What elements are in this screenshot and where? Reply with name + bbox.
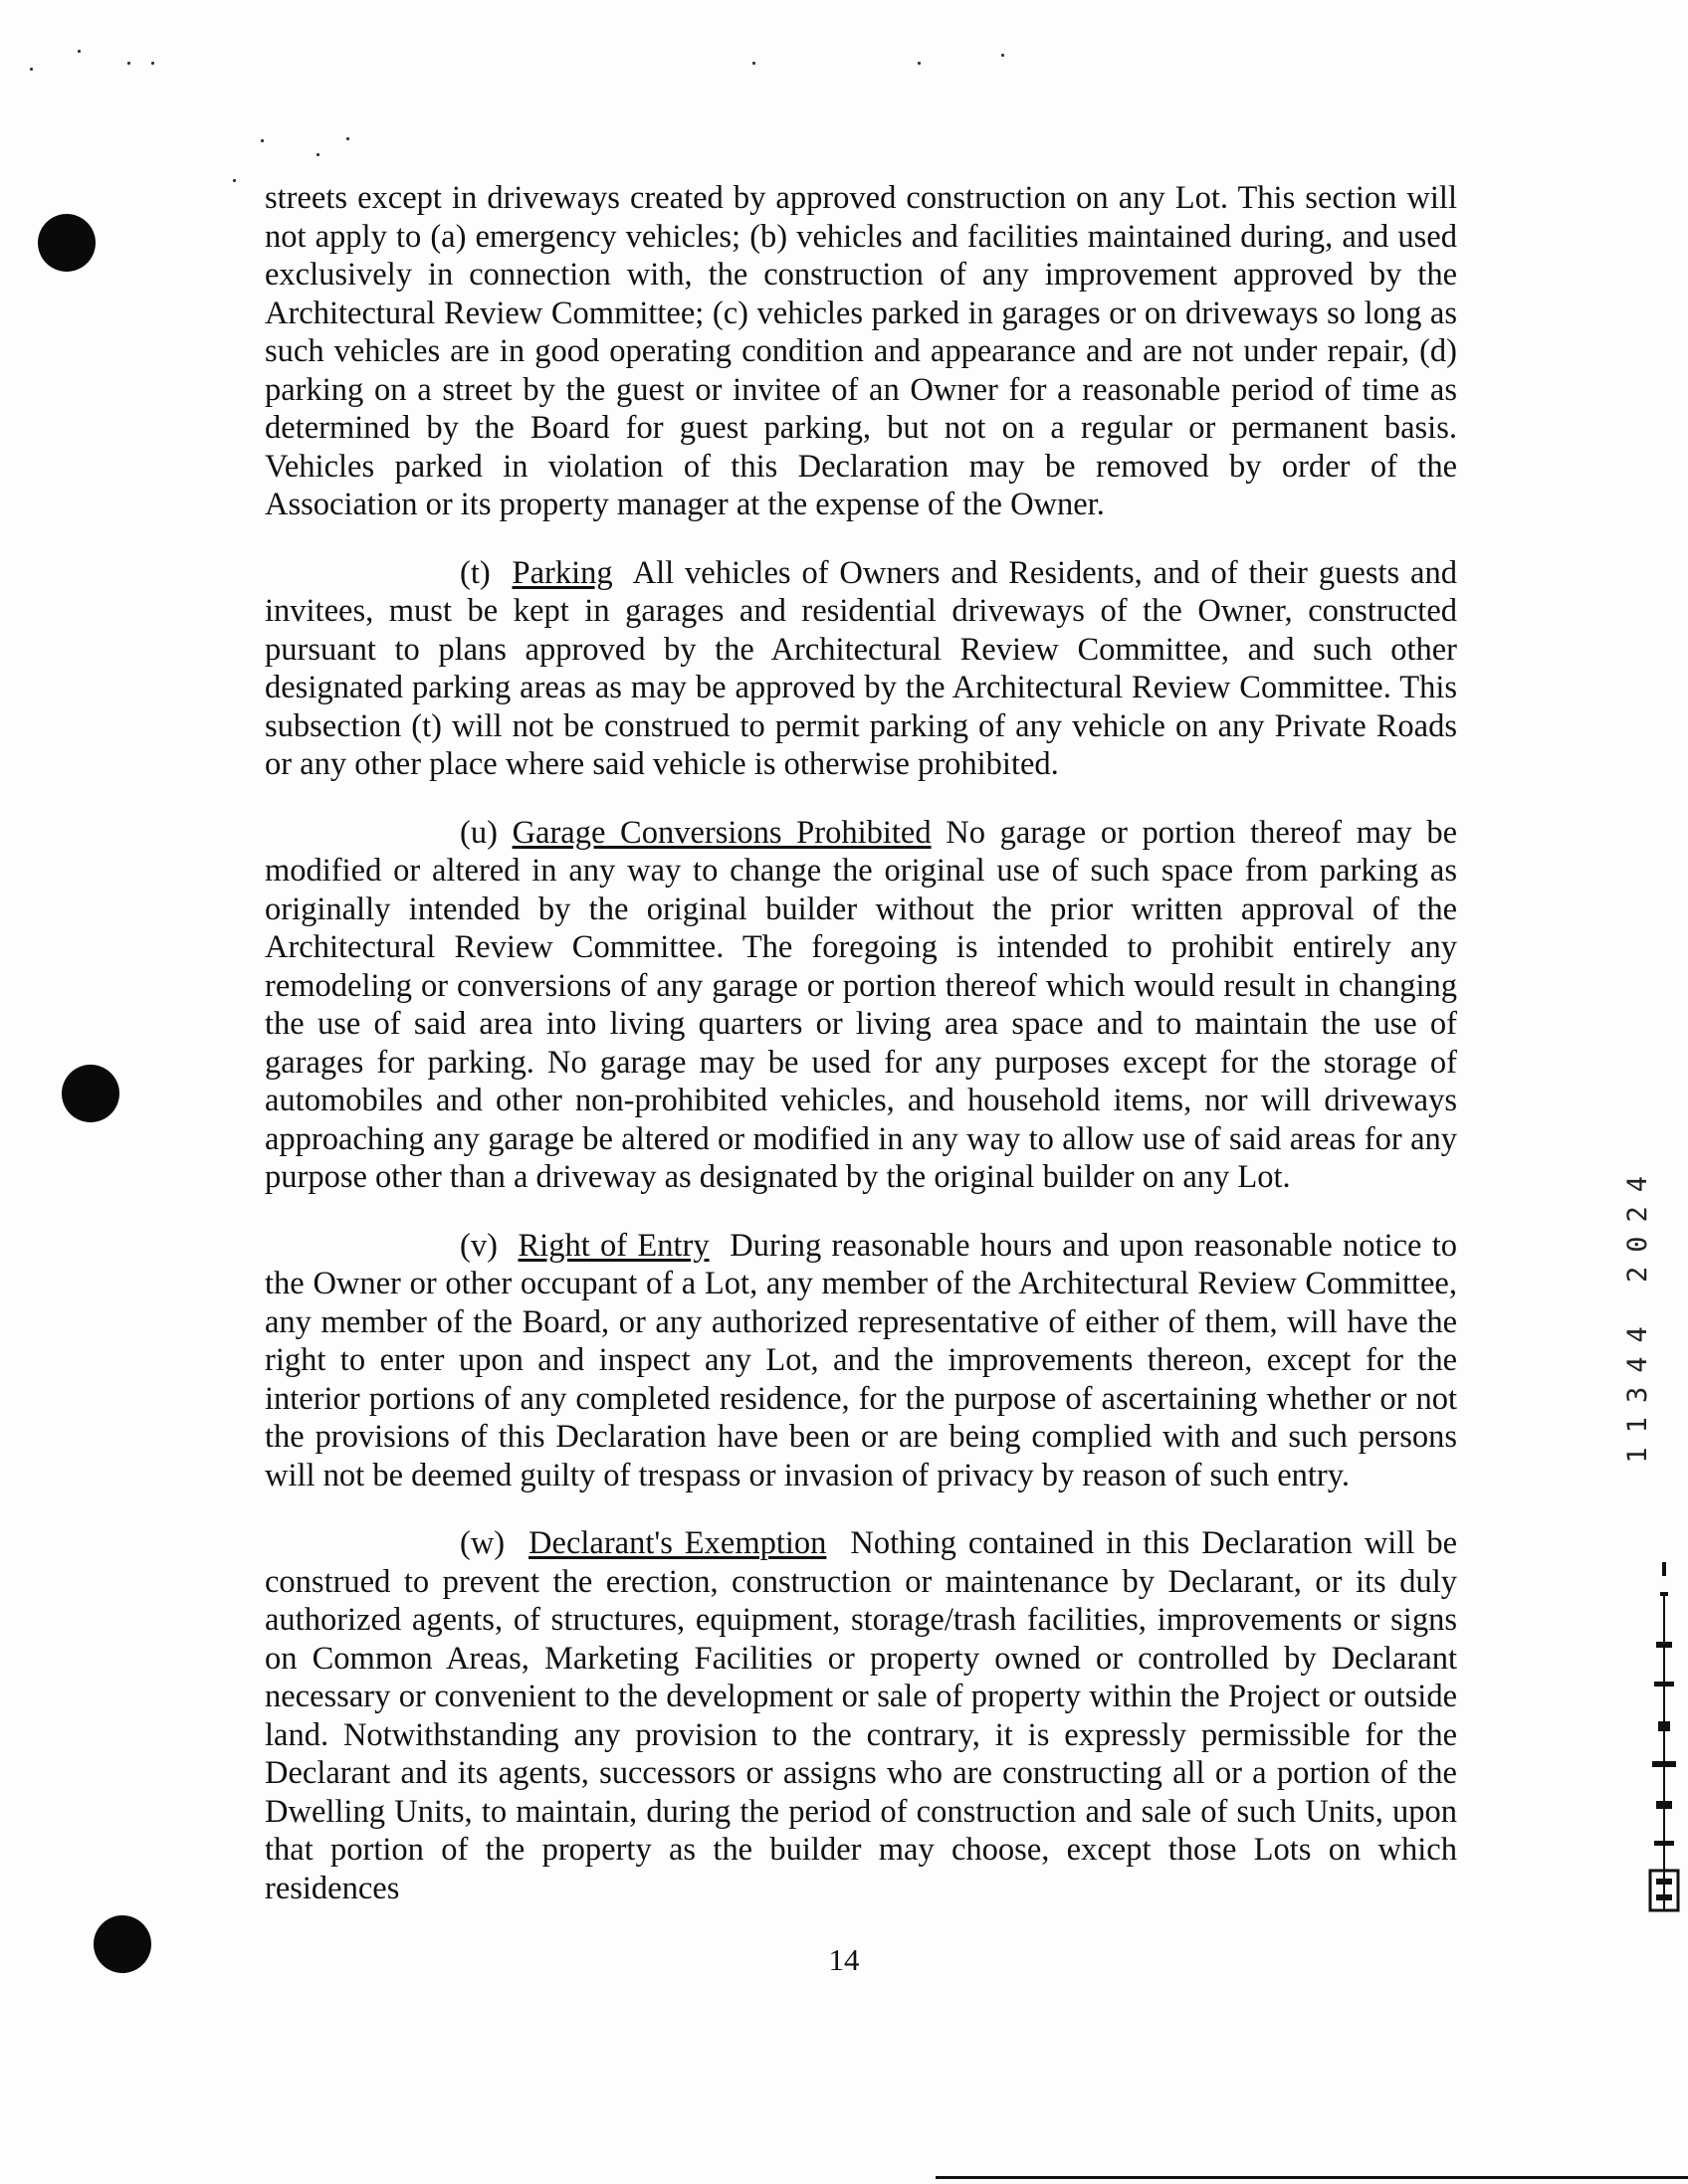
paragraph-text: No garage or portion thereof may be modified or altered in any way to change the original use of such space from parking as originally intended by the original builder without the prior written approval of the Architectural Review Committee. The foregoing is intended to prohibit entirely any remodeling or conversions of any garage or portion thereof which would result in changing the use of said area into living quarters or living area space and to maintain the use of garages for parking. No garage may be used for any purposes except for the storage of automobiles and other non-prohibited vehicles, and household items, nor will driveways approaching any garage be altered or modified in any way to allow use of said areas for any purpose other than a driveway as designated by the original builder on any Lot.: [265, 814, 1458, 1195]
scan-speck: [316, 153, 319, 156]
binder-hole-middle: [62, 1065, 119, 1122]
section-heading: Right of Entry: [518, 1227, 710, 1264]
paragraph-text: During reasonable hours and upon reasonable notice to the Owner or other occupant of a Lot, any member of the Architectural Review Committee, any member of the Board, or any authorized representative of either of them, will have the right to enter upon and inspect any Lot, and the improvements thereon, except for the interior portions of any completed residence, for the purpose of ascertaining whether or not the provisions of this Declaration have been or are being complied with and such persons will not be deemed guilty of trespass or invasion of privacy by reason of such entry.: [265, 1227, 1458, 1493]
bottom-edge-rule: [936, 2176, 1688, 2179]
scan-speck: [918, 62, 921, 65]
scan-speck: [151, 62, 154, 65]
section-heading: Parking: [512, 554, 613, 591]
scan-speck: [346, 137, 349, 140]
scan-speck: [30, 68, 33, 71]
section-marker: (t): [460, 554, 491, 591]
section-heading: Garage Conversions Prohibited: [512, 814, 932, 851]
binder-hole-top: [38, 214, 96, 272]
paragraph-w-declarants-exemption: [265, 1524, 1457, 1907]
page-number: 14: [828, 1942, 860, 1977]
paragraph-u-garage-conversions: [265, 814, 1457, 1197]
recording-stamp-vertical: 11344 2024: [1622, 1162, 1653, 1464]
scan-speck: [78, 50, 81, 53]
paragraph-v-right-of-entry: [265, 1227, 1457, 1495]
paragraph-text: All vehicles of Owners and Residents, and of their guests and invitees, must be kept in garages and residential driveways of the Owner, constructed pursuant to plans approved by the Architectural Review Committee, and such other designated parking areas as may be approved by the Architectural Review Committee. This subsection (t) will not be construed to permit parking of any vehicle on any Private Roads or any other place where said vehicle is otherwise prohibited.: [265, 554, 1457, 782]
document-body: [265, 179, 1457, 1937]
paragraph-continuation: [265, 179, 1457, 524]
paragraph-t-parking: [265, 554, 1457, 784]
scan-speck: [261, 139, 264, 142]
section-marker: (v): [460, 1227, 498, 1264]
section-heading: Declarant's Exemption: [528, 1525, 827, 1561]
paragraph-text: Nothing contained in this Declaration will be construed to prevent the erection, construction or maintenance by Declarant, or its duly authorized agents, of structures, equipment, storage/trash facilities, improvements or signs on Common Areas, Marketing Facilities or property owned or controlled by Declarant necessary or convenient to the development or sale of property within the Project or outside land. Notwithstanding any provision to the contrary, it is expressly permissible for the Declarant and its agents, successors or assigns who are constructing all or a portion of the Dwelling Units, to maintain, during the period of construction and sale of such Units, upon that portion of the property as the builder may choose, except those Lots on which residences: [265, 1525, 1458, 1906]
section-marker: (u): [460, 814, 498, 851]
scan-speck: [752, 62, 755, 65]
scan-speck: [1001, 54, 1004, 57]
section-marker: (w): [460, 1525, 506, 1561]
scan-speck: [127, 62, 130, 65]
paragraph-text: streets except in driveways created by approved construction on any Lot. This section will not apply to (a) emergency vehicles; (b) vehicles and facilities maintained during, and used exclusively in connection with, the construction of any improvement approved by the Architectural Review Committee; (c) vehicles parked in garages or on driveways so long as such vehicles are in good operating condition and appearance and are not under repair, (d) parking on a street by the guest or invitee of an Owner for a reasonable period of time as determined by the Board for guest parking, but not on a regular or permanent basis. Vehicles parked in violation of this Declaration may be removed by order of the Association or its property manager at the expense of the Owner.: [265, 180, 1457, 522]
margin-barcode-mark: [1644, 1562, 1684, 1920]
scan-speck: [233, 179, 236, 182]
